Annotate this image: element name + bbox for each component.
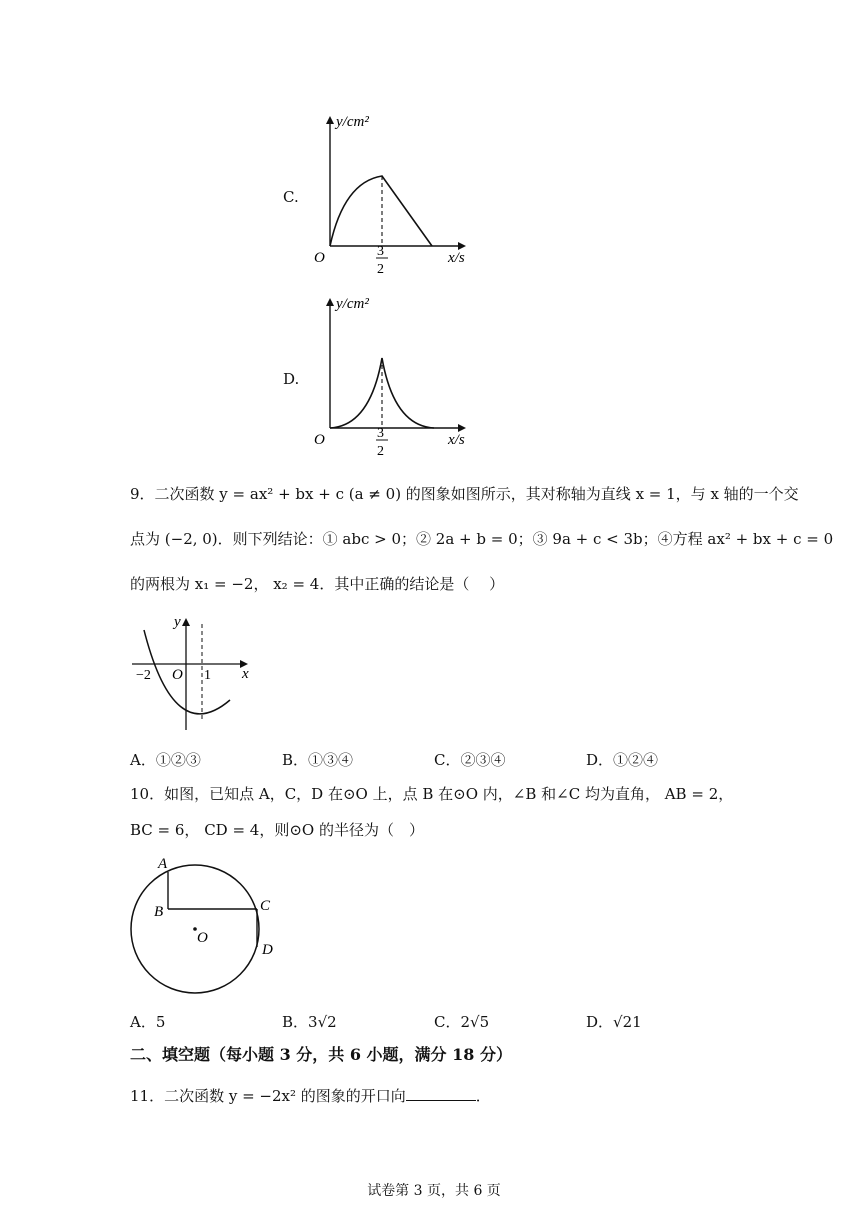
q9-one-label: 1 [204,668,211,683]
q9-option-d-label: D． [586,751,614,769]
q10-option-b[interactable] [282,1012,337,1032]
q10-option-a-value: 5 [155,1013,166,1031]
q9-option-a[interactable] [130,750,201,770]
graph-c-origin: O [314,250,325,266]
q9-option-c-label: C． [434,751,461,769]
q10-label-a: A [158,856,168,872]
q10-option-d-label: D． [586,1013,614,1031]
q9-parabola [144,630,230,714]
q10-option-a-label: A． [130,1013,156,1031]
q10-option-a[interactable] [130,1012,165,1032]
q11-text: 11．二次函数 y = −2x² 的图象的开口向 [130,1087,406,1105]
q9-origin-label: O [172,667,183,683]
q10-option-c-label: C． [434,1013,461,1031]
q10-circle-figure [126,852,286,1002]
q10-line-1: 10．如图，已知点 A，C，D 在⊙O 上，点 B 在⊙O 内，∠B 和∠C 均为直角， AB = 2， [130,785,734,803]
graph-d-figure [300,292,490,467]
q9-option-b-value: ①③④ [308,751,354,769]
q9-option-b-label: B． [282,751,309,769]
q10-label-o: O [197,930,208,946]
q10-label-b: B [154,904,164,920]
graph-c-curve [330,176,432,246]
q10-option-c[interactable] [434,1012,489,1032]
graph-d-tick-denominator: 2 [377,444,384,459]
q9-line-1: 9．二次函数 y = ax² + bx + c (a ≠ 0) 的图象如图所示，其对称轴为直线 x = 1，与 x 轴的一个交 [130,485,799,503]
q9-y-label: y [174,614,181,630]
graph-d-y-label: y/cm² [336,296,369,312]
q9-option-b[interactable] [282,750,353,770]
graph-c-x-arrow [458,242,466,250]
q9-y-arrow [182,618,190,626]
q9-x-label: x [242,666,249,682]
q11-end: ． [475,1087,491,1105]
q9-line-2: 点为 (−2, 0)．则下列结论：① abc > 0；② 2a + b = 0；③ 9a + c < 3b；④方程 ax² + bx + c = 0 [130,530,834,548]
graph-d-x-arrow [458,424,466,432]
q10-label-d: D [262,942,273,958]
graph-c-tick-denominator: 2 [377,262,384,277]
q10-option-d-value: √21 [613,1013,642,1031]
graph-d-tick-numerator: 3 [377,426,384,441]
q9-parabola-figure [128,608,260,734]
graph-c-x-label: x/s [448,250,465,266]
q9-option-d[interactable] [586,750,658,770]
q10-option-d[interactable] [586,1012,642,1032]
graph-d-option-label: D. [283,370,300,388]
q9-option-d-value: ①②④ [613,751,659,769]
graph-d-origin: O [314,432,325,448]
page-footer: 试卷第 3 页，共 6 页 [367,1183,501,1199]
q9-neg2-label: −2 [136,668,151,683]
q10-line-2: BC = 6， CD = 4，则⊙O 的半径为（ ） [130,821,424,839]
graph-c-figure [300,110,490,285]
q9-option-c[interactable] [434,750,506,770]
graph-c-option-label: C. [283,188,299,206]
q10-option-c-value: 2√5 [460,1013,490,1031]
q9-line-3: 的两根为 x₁ = −2， x₂ = 4．其中正确的结论是（ ） [130,575,505,593]
q10-label-c: C [260,898,271,914]
graph-d-x-label: x/s [448,432,465,448]
q10-option-b-value: 3√2 [308,1013,337,1031]
graph-c-y-arrow [326,116,334,124]
graph-d-y-arrow [326,298,334,306]
q9-option-a-label: A． [130,751,156,769]
q11-line [130,1086,491,1106]
graph-c-y-label: y/cm² [336,114,369,130]
q11-answer-blank[interactable] [406,1086,476,1101]
q9-option-a-value: ①②③ [155,751,201,769]
q10-option-b-label: B． [282,1013,309,1031]
q9-option-c-value: ②③④ [460,751,506,769]
section-2-heading: 二、填空题（每小题 3 分，共 6 小题，满分 18 分） [130,1045,512,1064]
graph-c-tick-numerator: 3 [377,244,384,259]
